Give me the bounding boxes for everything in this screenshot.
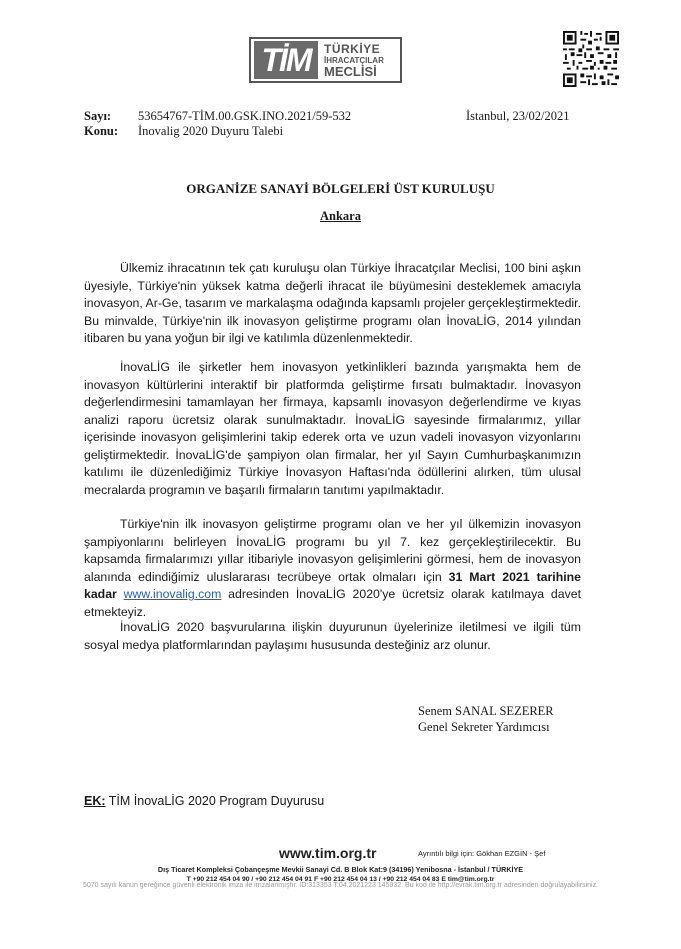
paragraph-3 [84, 516, 581, 621]
paragraph-2-text: İnovaLİG ile şirketler hem inovasyon yetkinlikleri bazında yarışmakta hem de inovasyon kültürlerini interaktif bir platformda geliştirme fırsatı bulmaktadır. İnovasyon değerlendirmesini tamamlayan her firmaya, kapsamlı inovasyon değerlendirme ve kıyas analizi raporu ücretsiz olarak sunulmaktadır. İnovaLİG sayesinde firmalarımız, yıllar içerisinde inovasyon gelişimlerini takip ederek orta ve uzun vadeli inovasyon vizyonlarını geliştirmektedir. İnovaLİG'de şampiyon olan firmalar, her yıl Sayın Cumhurbaşkanımızın katılımı ile düzenlediğimiz Türkiye İnovasyon Haftası'nda ödüllerini alırken, tüm ulusal mecralarda programın ve başarılı firmaların tanıtımı yapılmaktadır. [84, 360, 581, 497]
paragraph-1 [84, 260, 581, 348]
konu-label: Konu: [84, 124, 119, 138]
qr-code-icon [563, 31, 619, 87]
logo-line-3: MECLİSİ [324, 63, 377, 79]
signer-title: Genel Sekreter Yardımcısı [418, 720, 550, 734]
recipient-city: Ankara [320, 209, 361, 223]
tim-logo [249, 37, 402, 83]
recipient-title: ORGANİZE SANAYİ BÖLGELERİ ÜST KURULUŞU [186, 181, 495, 196]
logo-mark: TİM [254, 41, 318, 79]
konu-value: İnovalig 2020 Duyuru Talebi [138, 124, 284, 138]
logo-line-1: TÜRKİYE [324, 41, 381, 56]
paragraph-3-part-b: adresinden İnovaLİG 2020'ye ücretsiz olarak katılmaya davet etmekteyiz. [84, 587, 582, 619]
sayi-label: Sayı: [84, 109, 112, 123]
inovalig-link[interactable]: www.inovalig.com [123, 587, 222, 601]
attachment-value: TİM İnovaLİG 2020 Program Duyurusu [108, 794, 325, 808]
paragraph-3-text [84, 516, 581, 621]
reference-number [84, 109, 111, 124]
paragraph-1-text: Ülkemiz ihracatının tek çatı kuruluşu olan Türkiye İhracatçılar Meclisi, 100 bini aşkın üyesiyle, Türkiye'nin yüksek katma değerli ihracat ile büyümesini desteklemek amacıyla inovasyon, Ar-Ge, tasarım ve markalaşma odağında kapsamlı projeler gerçekleştirmektedir. Bu minvalde, Türkiye'nin ilk inovasyon geliştirme programı olan İnovaLİG, 2014 yılından itibaren bu yana yoğun bir ilgi ve katılımla düzenlenmektedir. [84, 261, 581, 345]
footer-phone-line: T +90 212 454 04 90 / +90 212 454 04 91 F +90 212 454 04 13 / +90 212 454 04 83 E tim@tim.org.tr [186, 876, 495, 883]
deadline-text: 31 Mart 2021 tarihine kadar [84, 569, 581, 601]
paragraph-2 [84, 359, 581, 499]
signer-name: Senem SANAL SEZERER [418, 704, 554, 718]
place-date: İstanbul, 23/02/2021 [466, 109, 570, 123]
paragraph-4-text: İnovaLİG 2020 başvurularına ilişkin duyurunun üyelerinize iletilmesi ve ilgili tüm sosyal medya platformlarından paylaşımı hususunda desteğiniz arz olunur. [84, 620, 581, 652]
footer-contact-info: Ayrıntılı bilgi için: Gökhan EZGİN - Şef [418, 849, 546, 858]
footer-website[interactable]: www.tim.org.tr [279, 845, 377, 861]
subject [84, 124, 118, 139]
footer-address: Dış Ticaret Kompleksi Çobançeşme Mevkii Sanayi Cd. B Blok Kat:9 (34196) Yenibosna - İstanbul / TÜRKİYE [157, 865, 524, 874]
logo-wordmark [324, 41, 384, 79]
logo-line-2: İHRACATÇILAR [324, 55, 384, 65]
attachment-line [84, 794, 324, 808]
footer-legal-notice: 5070 sayılı kanun gereğince güvenli elektronik imza ile imzalanmıştır. ID:313353 T:04.2021223 145932. Bu kod ile http://evrak.tim.org.tr adresinden doğrulayabilirsiniz. [82, 882, 599, 889]
sayi-value: 53654767-TİM.00.GSK.INO.2021/59-532 [138, 109, 352, 123]
paragraph-3-part-a: Türkiye'nin ilk inovasyon geliştirme programı olan ve her yıl ülkemizin inovasyon şampiyonlarını belirleyen İnovaLİG programı bu yıl 7. kez gerçekleştirilecektir. Bu kapsamda firmalarımızı yıllar itibariyle inovasyon gelişimlerini görmesi, hem de inovasyon alanında edindiğimiz uluslararası tecrübeye ortak olmaları için [84, 517, 581, 584]
signature-block [418, 703, 554, 735]
paragraph-4 [84, 619, 581, 654]
attachment-label: EK: [84, 794, 106, 808]
